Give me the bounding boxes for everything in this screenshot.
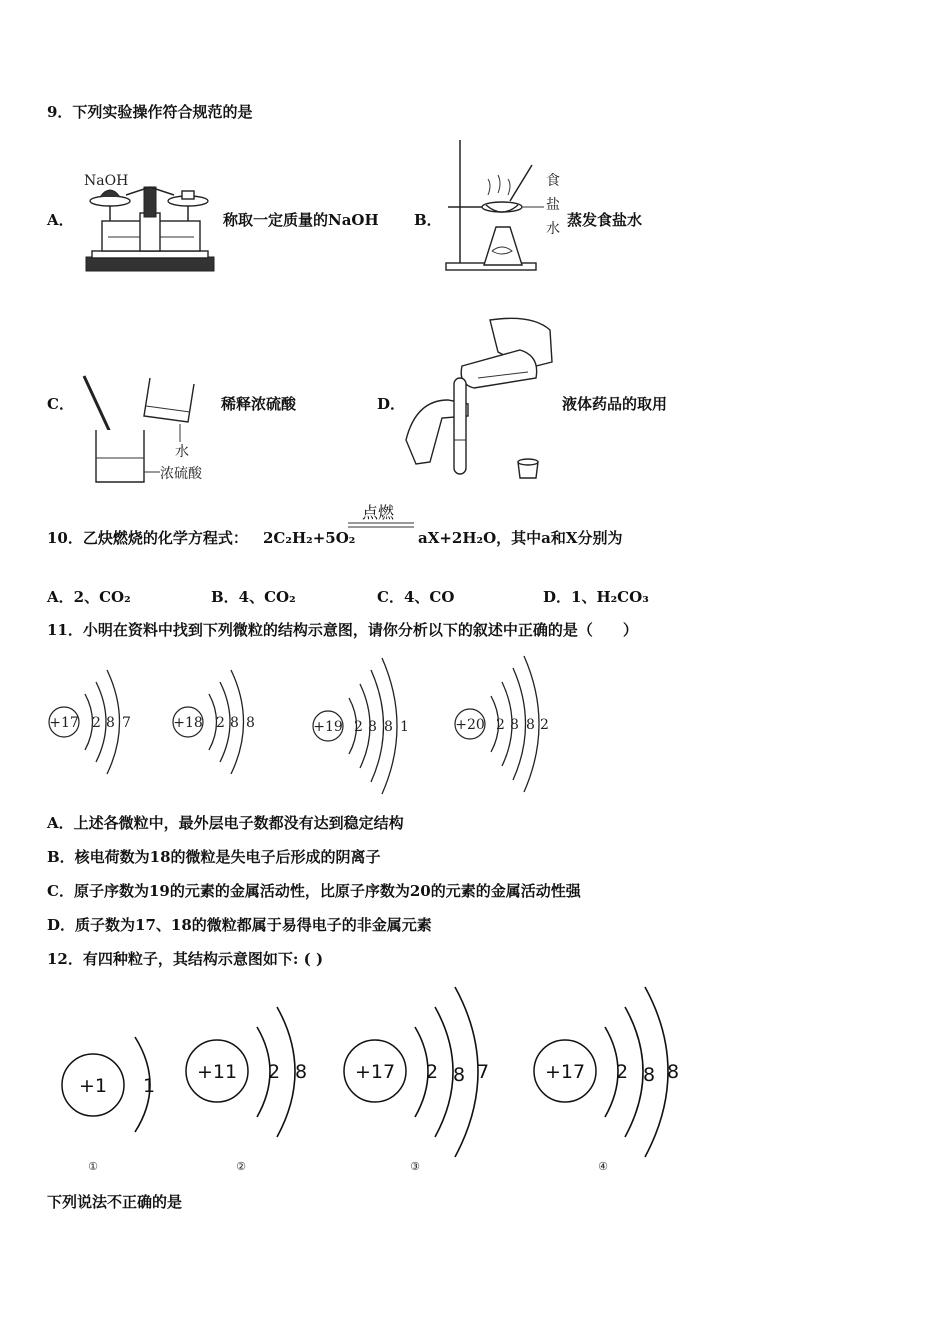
q12-p2-nucleus: +11 — [196, 1061, 238, 1083]
q11-p4-shell-1: 2 — [496, 717, 505, 733]
q9-option-b-letter: B． — [414, 211, 442, 229]
q12-mark-3: ③ — [410, 1160, 420, 1173]
q10-condition: 点燃 — [362, 503, 395, 522]
q11-p4-nucleus: +20 — [455, 717, 485, 733]
q11-p3-shell-3: 8 — [384, 719, 393, 735]
q12-particle-2 — [186, 1007, 307, 1173]
q11-option-d: D．质子数为17、18的微粒都属于易得电子的非金属元素 — [47, 916, 432, 934]
q11-p4-shell-2: 8 — [510, 717, 519, 733]
q9-option-a-text: 称取一定质量的NaOH — [223, 211, 379, 229]
q12-tail: 下列说法不正确的是 — [47, 1193, 183, 1211]
q9-option-a-letter: A． — [47, 211, 74, 229]
q11-particle-1 — [49, 670, 131, 774]
q11-p3-shell-4: 1 — [400, 719, 409, 735]
q10-option-c: C．4、CO — [377, 588, 455, 606]
q9-stem: 9．下列实验操作符合规范的是 — [47, 103, 253, 121]
q12-particle-4 — [534, 987, 679, 1173]
q11-p2-nucleus: +18 — [173, 715, 203, 731]
q12-structure-diagrams — [55, 982, 705, 1177]
q10-equals-sign — [348, 522, 414, 530]
q10-reactants: 2C₂H₂+5O₂ — [263, 529, 356, 547]
q11-particle-3 — [313, 658, 409, 794]
q11-particle-2 — [173, 670, 255, 774]
q12-p3-nucleus: +17 — [354, 1061, 396, 1083]
q12-mark-4: ④ — [598, 1160, 608, 1173]
q9-option-c-text: 稀释浓硫酸 — [221, 395, 297, 413]
q12-particle-1 — [62, 1037, 155, 1173]
q11-p4-shell-4: 2 — [540, 717, 549, 733]
water-label: 水 — [175, 444, 189, 460]
q11-p1-nucleus: +17 — [49, 715, 79, 731]
q11-p1-shell-1: 2 — [92, 715, 101, 731]
q10-prefix: 10．乙炔燃烧的化学方程式： — [47, 529, 248, 547]
q9-option-d-letter: D． — [377, 395, 406, 413]
q12-p4-shell-1: 2 — [616, 1061, 629, 1083]
q12-p4-nucleus: +17 — [544, 1061, 586, 1083]
q11-particle-4 — [455, 656, 549, 792]
q12-p2-shell-2: 8 — [295, 1061, 308, 1083]
q11-option-b: B．核电荷数为18的微粒是失电子后形成的阴离子 — [47, 848, 381, 866]
q11-structure-diagrams — [40, 652, 570, 798]
acid-label: 浓硫酸 — [160, 466, 202, 482]
q12-mark-1: ① — [88, 1160, 98, 1173]
q10-option-b: B．4、CO₂ — [211, 588, 296, 606]
q9-option-c-letter: C． — [47, 395, 74, 413]
q12-p4-shell-2: 8 — [643, 1064, 656, 1086]
q11-p2-shell-2: 8 — [230, 715, 239, 731]
q12-p3-shell-1: 2 — [426, 1061, 439, 1083]
q11-p1-shell-2: 8 — [106, 715, 115, 731]
salt-label-1: 食 — [546, 173, 560, 189]
dilution-figure — [80, 372, 220, 487]
q11-stem: 11．小明在资料中找到下列微粒的结构示意图，请你分析以下的叙述中正确的是（ ） — [47, 621, 638, 639]
q11-p1-shell-3: 7 — [122, 715, 131, 731]
q12-p3-shell-3: 7 — [477, 1061, 490, 1083]
q11-p2-shell-3: 8 — [246, 715, 255, 731]
q11-p4-shell-3: 8 — [526, 717, 535, 733]
balance-figure — [80, 165, 220, 277]
naoh-label: NaOH — [84, 173, 129, 189]
q10-suffix: aX+2H₂O，其中a和X分别为 — [418, 529, 623, 547]
q12-particle-3 — [344, 987, 489, 1173]
pouring-figure — [402, 312, 557, 490]
q11-p2-shell-1: 2 — [216, 715, 225, 731]
q12-p3-shell-2: 8 — [453, 1064, 466, 1086]
salt-label-3: 水 — [546, 221, 560, 237]
q11-option-c: C．原子序数为19的元素的金属活动性，比原子序数为20的元素的金属活动性强 — [47, 882, 581, 900]
q12-p4-shell-3: 8 — [667, 1061, 680, 1083]
evaporation-figure — [440, 135, 575, 275]
q10-option-a: A．2、CO₂ — [47, 588, 131, 606]
q9-option-d-text: 液体药品的取用 — [562, 395, 668, 413]
q11-p3-nucleus: +19 — [313, 719, 343, 735]
q12-mark-2: ② — [236, 1160, 246, 1173]
q12-p1-nucleus: +1 — [78, 1075, 108, 1097]
q12-stem: 12．有四种粒子，其结构示意图如下: ( ) — [47, 950, 324, 968]
q11-option-a: A．上述各微粒中，最外层电子数都没有达到稳定结构 — [47, 814, 404, 832]
q12-p2-shell-1: 2 — [268, 1061, 281, 1083]
salt-label-2: 盐 — [546, 197, 560, 213]
q11-p3-shell-2: 8 — [368, 719, 377, 735]
q9-option-b-text: 蒸发食盐水 — [567, 211, 643, 229]
q12-p1-shell-1: 1 — [143, 1075, 156, 1097]
q11-p3-shell-1: 2 — [354, 719, 363, 735]
q10-option-d: D．1、H₂CO₃ — [543, 588, 649, 606]
